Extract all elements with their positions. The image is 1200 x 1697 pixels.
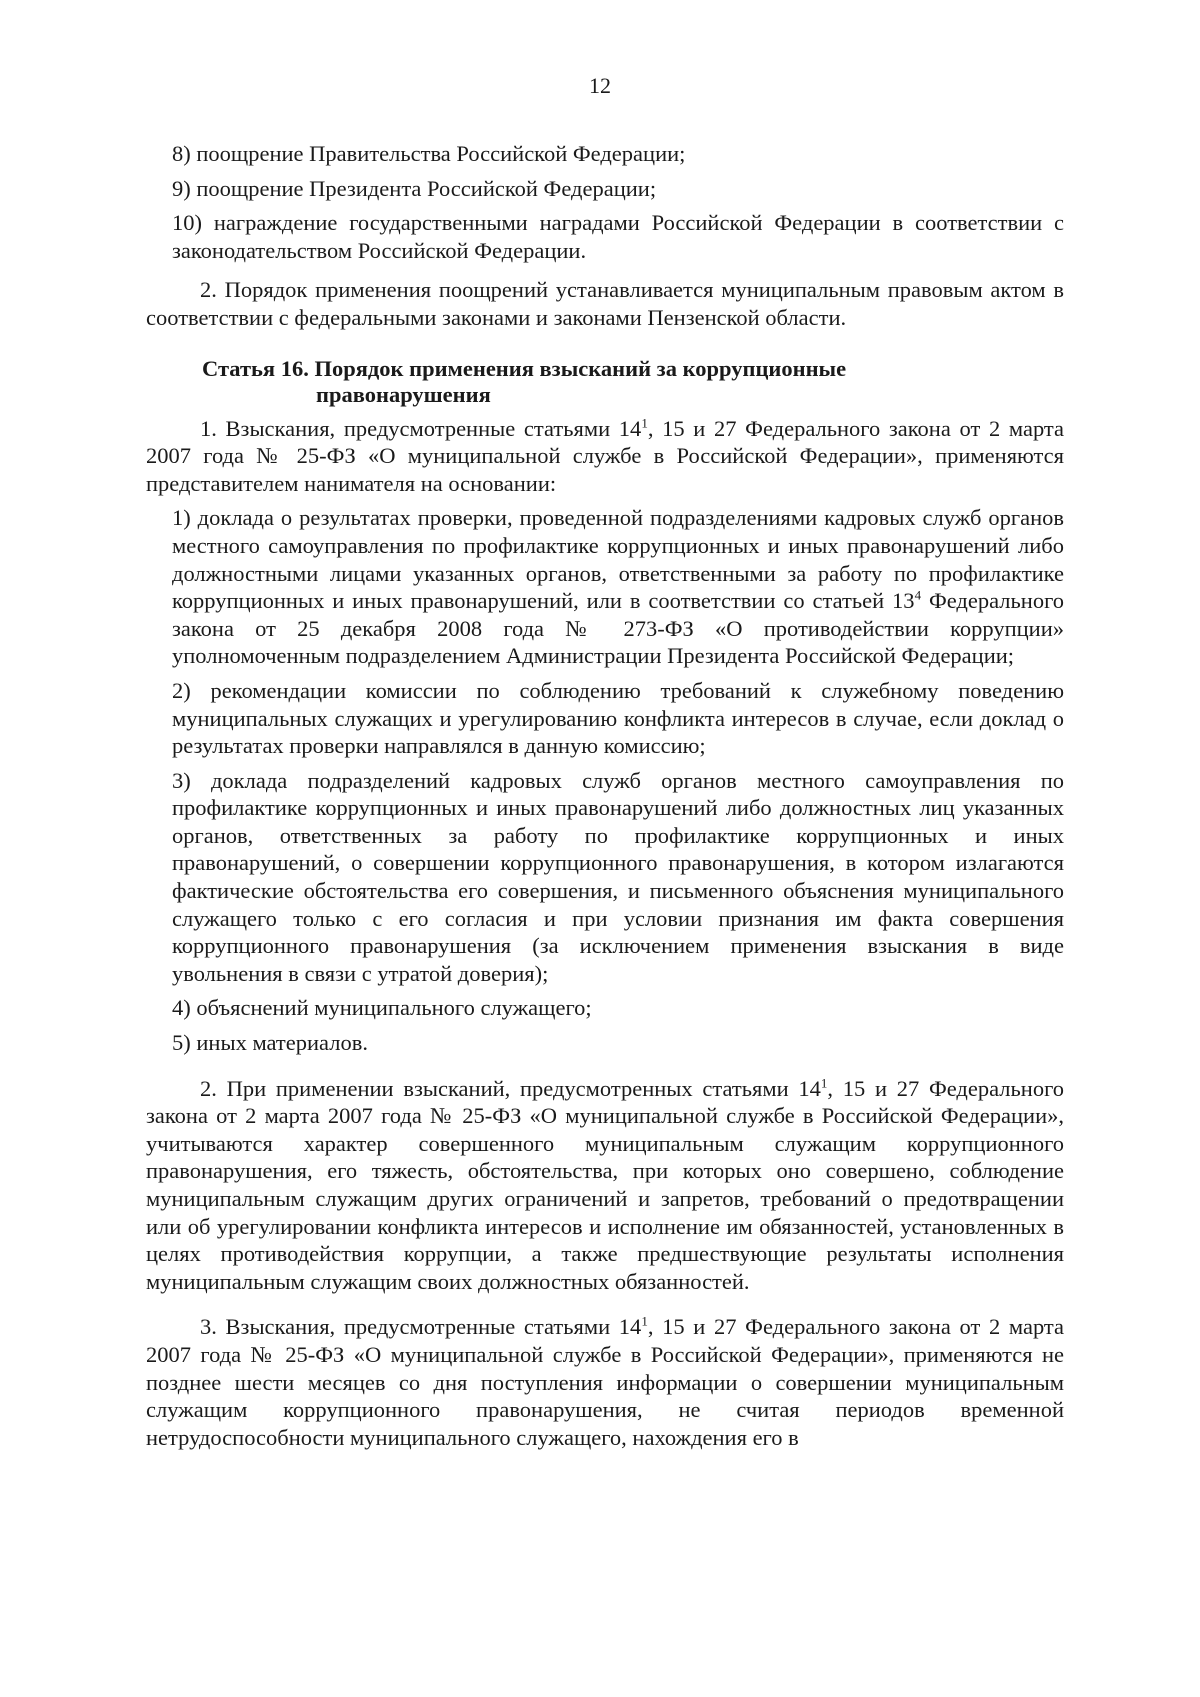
text-segment: 2. При применении взысканий, предусмотренных статьями 14 xyxy=(200,1075,821,1101)
article-16-paragraph-3 xyxy=(146,1313,1064,1451)
article-16-title-line-1: Статья 16. Порядок применения взысканий за коррупционные xyxy=(202,355,847,381)
document-body xyxy=(146,140,1064,1451)
text-segment: Федерального закона от 25 декабря 2008 года № 273-ФЗ «О противодействии коррупции» уполномоченным подразделением Администрации Президента Российской Федерации; xyxy=(172,588,1064,669)
text-segment: , 15 и 27 Федерального закона от 2 марта 2007 года № 25-ФЗ «О муниципальной службе в Российской Федерации», применяются не позднее шести месяцев со дня поступления информации о совершении муниципальным служащим коррупционного правонарушения, не считая периодов временной нетрудоспособности муниципального служащего, нахождения его в xyxy=(146,1314,1064,1450)
superscript: 1 xyxy=(641,415,648,431)
page-number: 12 xyxy=(589,73,611,98)
article-16-subitem-3: 3) доклада подразделений кадровых служб органов местного самоуправления по профилактике коррупционных и иных правонарушений либо должностных лиц указанных органов, ответственных за работу по профилактике коррупционных и иных правонарушений, о совершении коррупционного правонарушения, в котором излагаются фактические обстоятельства его совершения, и письменного объяснения муниципального служащего только с его согласия и при условии признания им факта совершения коррупционного правонарушения (за исключением применения взыскания в виде увольнения в связи с утратой доверия); xyxy=(172,767,1064,986)
article-16-subitem-2: 2) рекомендации комиссии по соблюдению требований к служебному поведению муниципальных служащих и урегулированию конфликта интересов в случае, если доклад о результатах проверки направлялся в данную комиссию; xyxy=(172,677,1064,759)
paragraph-2-incentives-procedure: 2. Порядок применения поощрений устанавливается муниципальным правовым актом в соответствии с федеральными законами и законами Пензенской области. xyxy=(146,277,1064,330)
article-16-subitem-4: 4) объяснений муниципального служащего; xyxy=(172,995,592,1021)
list-item-9: 9) поощрение Президента Российской Федерации; xyxy=(172,175,657,201)
article-16-title-line-2: правонарушения xyxy=(316,381,491,407)
superscript: 4 xyxy=(914,587,922,603)
list-item-8: 8) поощрение Правительства Российской Федерации; xyxy=(172,141,686,166)
text-segment: , 15 и 27 Федерального закона от 2 марта 2007 года № 25-ФЗ «О муниципальной службе в Российской Федерации», учитываются характер совершенного муниципальным служащим коррупционного правонарушения, его тяжесть, обстоятельства, при которых оно совершено, соблюдение муниципальным служащим других ограничений и запретов, требований о предотвращении или об урегулировании конфликта интересов и исполнение им обязанностей, установленных в целях противодействия коррупции, а также предшествующие результаты исполнения муниципальным служащим своих должностных обязанностей. xyxy=(146,1075,1065,1294)
text-segment: 3. Взыскания, предусмотренные статьями 14 xyxy=(200,1314,642,1340)
article-16-heading xyxy=(146,356,1064,408)
superscript: 1 xyxy=(820,1075,828,1091)
article-16-subitem-5: 5) иных материалов. xyxy=(172,1030,368,1056)
text-segment: 1) доклада о результатах проверки, проведенной подразделениями кадровых служб органов местного самоуправления по профилактике коррупционных и иных правонарушений либо должностными лицами указанных органов, ответственными за работу по профилактике коррупционных и иных правонарушений, или в соответствии со статьей 13 xyxy=(172,505,1064,614)
article-16-paragraph-1 xyxy=(146,415,1064,498)
superscript: 1 xyxy=(641,1313,648,1329)
list-item-10: 10) награждение государственными наградами Российской Федерации в соответствии с законодательством Российской Федерации. xyxy=(172,210,1064,263)
text-segment: 1. Взыскания, предусмотренные статьями 14 xyxy=(200,415,642,441)
article-16-paragraph-2 xyxy=(146,1075,1064,1296)
article-16-subitem-1 xyxy=(146,504,1064,670)
text-segment: , 15 и 27 Федерального закона от 2 марта 2007 года № 25-ФЗ «О муниципальной службе в Российской Федерации», применяются представителем нанимателя на основании: xyxy=(146,415,1064,496)
